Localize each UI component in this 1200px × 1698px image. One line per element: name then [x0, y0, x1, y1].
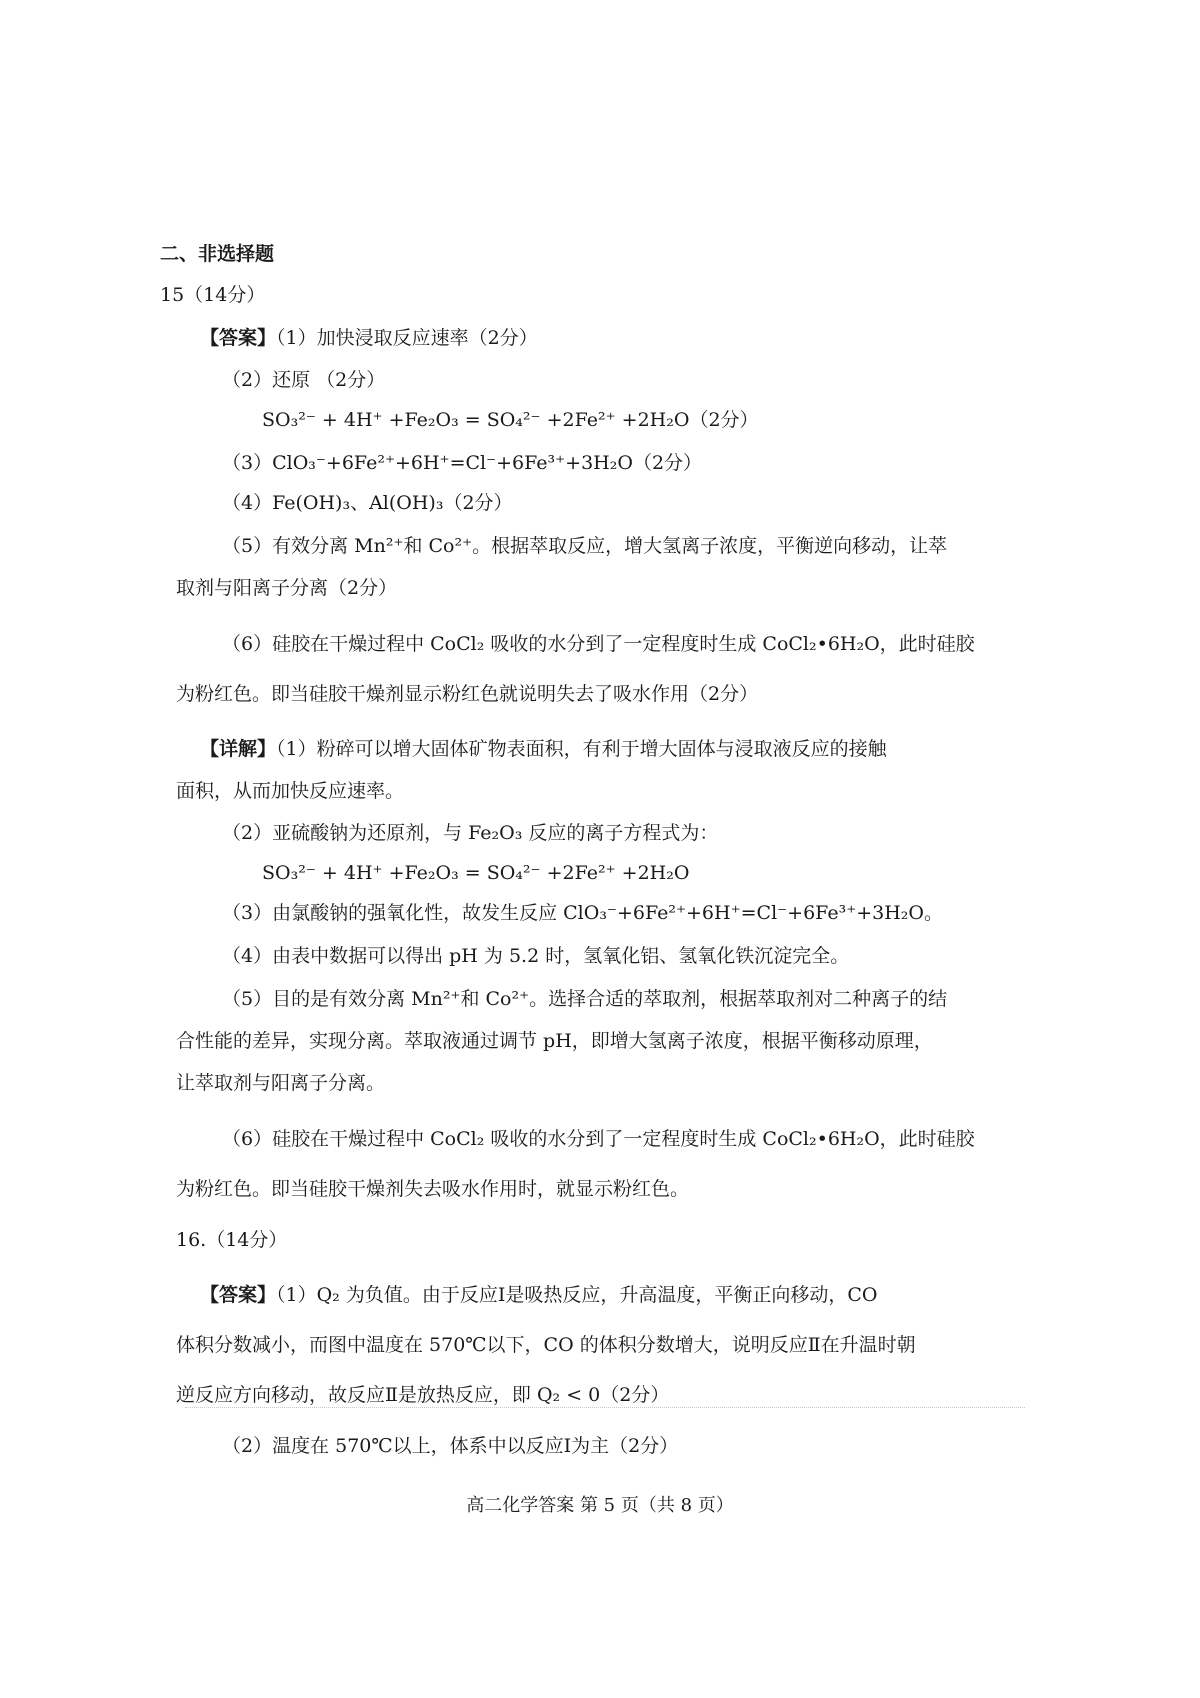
q15-answer-line-6b: 为粉红色。即当硅胶干燥剂显示粉红色就说明失去了吸水作用（2分）: [176, 683, 759, 705]
section-title: 二、非选择题: [160, 243, 275, 265]
q15-detail-line-3: （3）由氯酸钠的强氧化性，故发生反应 ClO₃⁻+6Fe²⁺+6H⁺=Cl⁻+6Fe³⁺+3H₂O。: [222, 902, 943, 924]
q15-detail-line-1b: 面积，从而加快反应速率。: [176, 780, 405, 802]
q15-answer-line-1: [200, 324, 538, 352]
q16-header: 16.（14分）: [176, 1229, 288, 1251]
q15-detail-line-5b: 合性能的差异，实现分离。萃取液通过调节 pH，即增大氢离子浓度，根据平衡移动原理，: [176, 1030, 933, 1052]
q15-detail-line-2: （2）亚硫酸钠为还原剂，与 Fe₂O₃ 反应的离子方程式为：: [222, 822, 719, 844]
q15-answer-line-2: （2）还原 （2分）: [222, 369, 386, 391]
answer-text: （1）Q₂ 为负值。由于反应Ⅰ是吸热反应，升高温度，平衡正向移动，CO: [276, 1284, 878, 1306]
q16-answer-line-1c: 逆反应方向移动，故反应Ⅱ是放热反应，即 Q₂ < 0（2分）: [176, 1384, 670, 1406]
q15-answer-line-5b: 取剂与阳离子分离（2分）: [176, 577, 398, 599]
q16-answer-line-2: （2）温度在 570℃以上，体系中以反应Ⅰ为主（2分）: [222, 1435, 679, 1457]
q15-answer-line-3: （3）ClO₃⁻+6Fe²⁺+6H⁺=Cl⁻+6Fe³⁺+3H₂O（2分）: [222, 452, 703, 474]
q16-answer-line-1: [200, 1281, 877, 1309]
q15-answer-equation: SO₃²⁻ + 4H⁺ +Fe₂O₃ = SO₄²⁻ +2Fe²⁺ +2H₂O（2分）: [262, 409, 759, 431]
detail-text: （1）粉碎可以增大固体矿物表面积，有利于增大固体与浸取液反应的接触: [276, 738, 887, 760]
q16-answer-line-1b: 体积分数减小，而图中温度在 570℃以下，CO 的体积分数增大，说明反应Ⅱ在升温时朝: [176, 1334, 916, 1356]
q15-detail-line-1: [200, 735, 887, 763]
q15-answer-line-4: （4）Fe(OH)₃、Al(OH)₃（2分）: [222, 492, 513, 514]
q15-detail-equation: SO₃²⁻ + 4H⁺ +Fe₂O₃ = SO₄²⁻ +2Fe²⁺ +2H₂O: [262, 862, 690, 884]
q15-detail-line-6b: 为粉红色。即当硅胶干燥剂失去吸水作用时，就显示粉红色。: [176, 1178, 690, 1200]
q15-answer-line-6: （6）硅胶在干燥过程中 CoCl₂ 吸收的水分到了一定程度时生成 CoCl₂•6H₂O，此时硅胶: [222, 633, 975, 655]
q15-detail-line-5: （5）目的是有效分离 Mn²⁺和 Co²⁺。选择合适的萃取剂，根据萃取剂对二种离子的结: [222, 988, 948, 1010]
page-footer: 高二化学答案 第 5 页（共 8 页）: [466, 1495, 734, 1516]
answer-text: （1）加快浸取反应速率（2分）: [276, 327, 538, 349]
q15-detail-line-5c: 让萃取剂与阳离子分离。: [176, 1072, 386, 1094]
answer-label: 【答案】: [200, 1284, 277, 1306]
divider: [185, 1407, 1025, 1408]
q15-answer-line-5: （5）有效分离 Mn²⁺和 Co²⁺。根据萃取反应，增大氢离子浓度，平衡逆向移动，让萃: [222, 535, 948, 557]
answer-label: 【答案】: [200, 327, 277, 349]
detail-label: 【详解】: [200, 738, 277, 760]
q15-header: 15（14分）: [160, 284, 266, 306]
q15-detail-line-6: （6）硅胶在干燥过程中 CoCl₂ 吸收的水分到了一定程度时生成 CoCl₂•6H₂O，此时硅胶: [222, 1128, 975, 1150]
q15-detail-line-4: （4）由表中数据可以得出 pH 为 5.2 时，氢氧化铝、氢氧化铁沉淀完全。: [222, 945, 850, 967]
